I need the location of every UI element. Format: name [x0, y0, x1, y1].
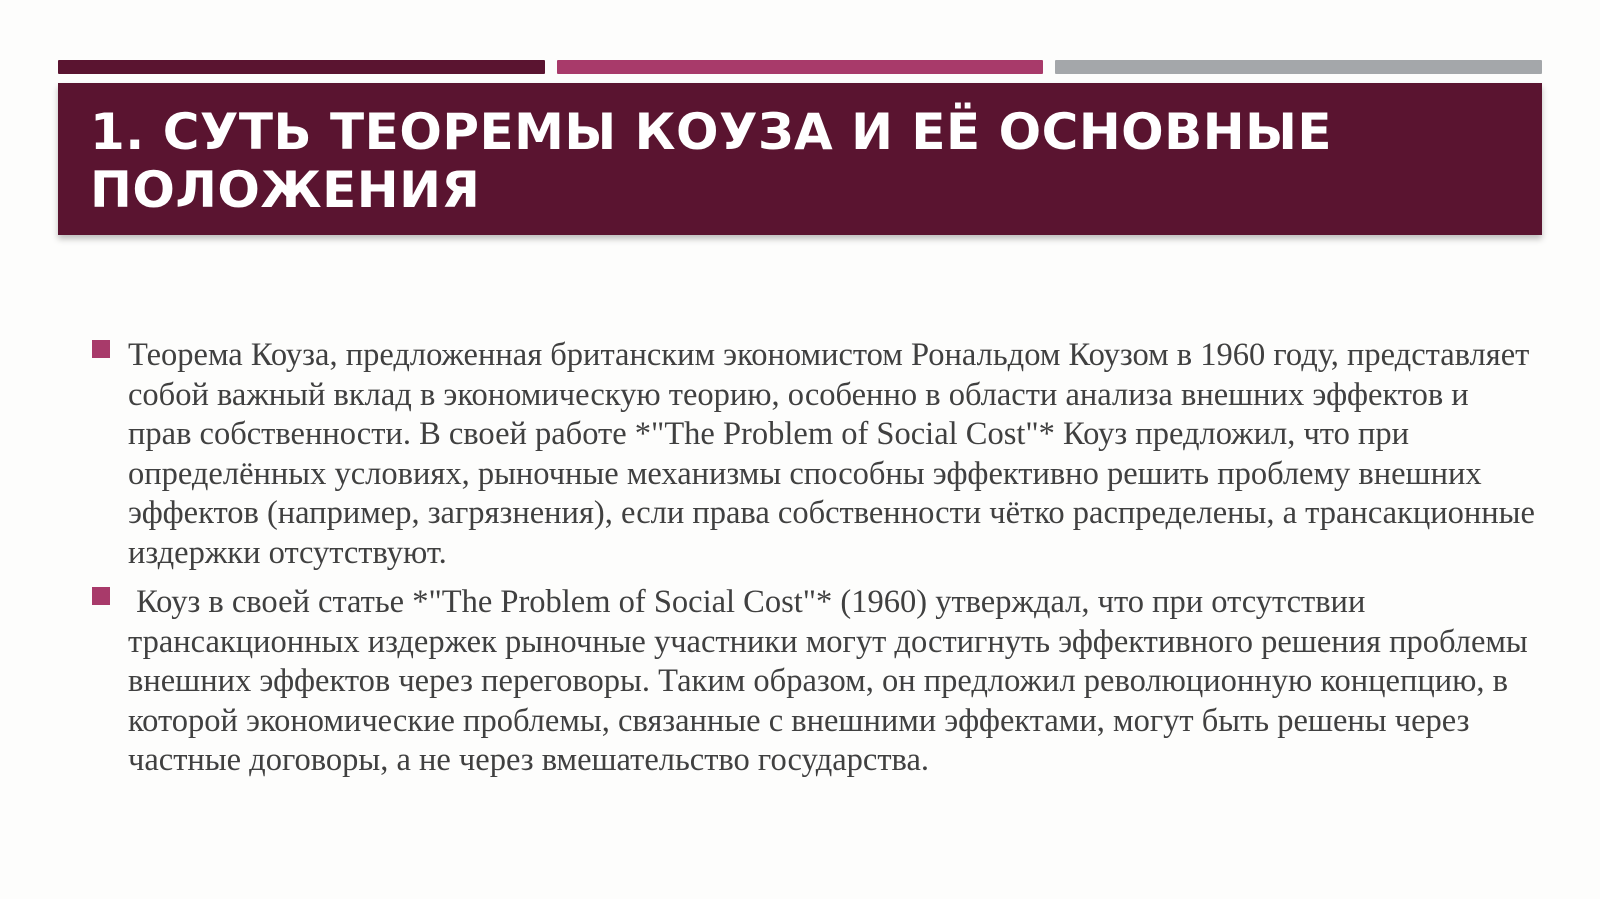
bullet-text: Теорема Коуза, предложенная британским экономистом Рональдом Коузом в 1960 году, представляет собой важный вклад в экономическую теорию, особенно в области анализа внешних эффектов и прав собственности. В своей работе *"The Problem of Social Cost"* Коуз предложил, что при определённых условиях, рыночные механизмы способны эффективно решить проблему внешних эффектов (например, загрязнения), если права собственности чётко распределены, а трансакционные издержки отсутствуют. [128, 337, 1535, 571]
bullet-item [90, 583, 1540, 781]
bullet-list [90, 336, 1540, 791]
accent-bar-dark [58, 60, 545, 74]
accent-bar-gray [1055, 60, 1542, 74]
square-bullet-icon [92, 587, 110, 605]
slide-title: 1. СУТЬ ТЕОРЕМЫ КОУЗА И ЕЁ ОСНОВНЫЕ ПОЛОЖЕНИЯ [90, 103, 1333, 219]
bullet-text: Коуз в своей статье *"The Problem of Social Cost"* (1960) утверждал, что при отсутствии трансакционных издержек рыночные участники могут достигнуть эффективного решения проблемы внешних эффектов через переговоры. Таким образом, он предложил революционную концепцию, в которой экономические проблемы, связанные с внешними эффектами, могут быть решены через частные договоры, а не через вмешательство государства. [128, 584, 1536, 778]
title-band [58, 83, 1542, 235]
bullet-item [90, 336, 1540, 573]
square-bullet-icon [92, 340, 110, 358]
accent-bar-pink [557, 60, 1043, 74]
